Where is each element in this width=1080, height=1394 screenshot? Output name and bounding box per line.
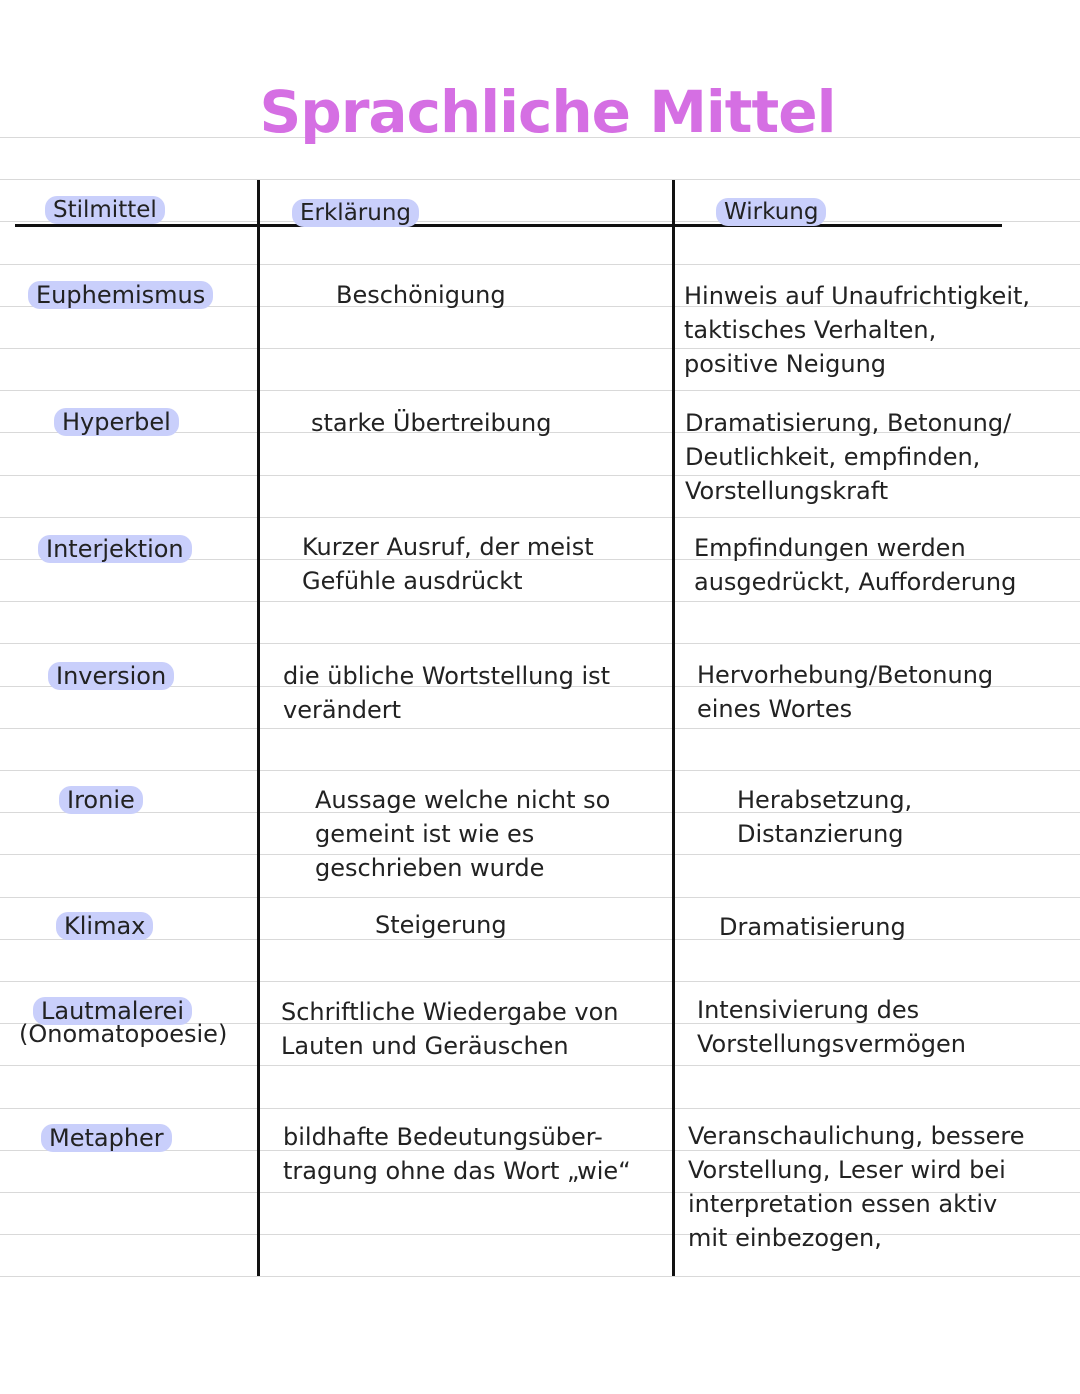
term-lautmalerei-subtitle: (Onomatopoesie) bbox=[19, 1020, 228, 1048]
erklaerung-interjektion: Kurzer Ausruf, der meist Gefühle ausdrückt bbox=[302, 533, 594, 595]
ruled-line bbox=[0, 981, 1080, 982]
wirkung-metapher: Veranschaulichung, bessere Vorstellung, Leser wird bei interpretation essen aktiv mit einbezogen, bbox=[688, 1122, 1025, 1252]
column-divider-1 bbox=[257, 180, 260, 1276]
erklaerung-klimax: Steigerung bbox=[375, 911, 507, 939]
ruled-line bbox=[0, 897, 1080, 898]
wirkung-ironie: Herabsetzung, Distanzierung bbox=[737, 786, 913, 848]
wirkung-hyperbel: Dramatisierung, Betonung/ Deutlichkeit, empfinden, Vorstellungskraft bbox=[685, 409, 1012, 505]
term-hyperbel: Hyperbel bbox=[54, 408, 179, 436]
ruled-line bbox=[0, 390, 1080, 391]
header-erklaerung: Erklärung bbox=[292, 199, 419, 227]
ruled-line bbox=[0, 770, 1080, 771]
ruled-line bbox=[0, 1276, 1080, 1277]
erklaerung-metapher: bildhafte Bedeutungsüber- tragung ohne das Wort „wie“ bbox=[283, 1123, 631, 1185]
ruled-line bbox=[0, 1108, 1080, 1109]
header-underline bbox=[15, 224, 1002, 227]
term-inversion: Inversion bbox=[48, 662, 174, 690]
page-title: Sprachliche Mittel bbox=[259, 78, 836, 146]
term-euphemismus: Euphemismus bbox=[28, 281, 213, 309]
ruled-line bbox=[0, 643, 1080, 644]
ruled-line bbox=[0, 517, 1080, 518]
ruled-line bbox=[0, 221, 1080, 222]
erklaerung-euphemismus: Beschönigung bbox=[336, 281, 506, 309]
wirkung-interjektion: Empfindungen werden ausgedrückt, Aufforderung bbox=[694, 534, 1017, 596]
term-metapher: Metapher bbox=[41, 1124, 172, 1152]
term-interjektion: Interjektion bbox=[38, 535, 192, 563]
wirkung-klimax: Dramatisierung bbox=[719, 913, 906, 941]
ruled-line bbox=[0, 264, 1080, 265]
ruled-line bbox=[0, 601, 1080, 602]
wirkung-lautmalerei: Intensivierung des Vorstellungsvermögen bbox=[697, 996, 966, 1058]
erklaerung-lautmalerei: Schriftliche Wiedergabe von Lauten und Geräuschen bbox=[281, 998, 619, 1060]
term-klimax: Klimax bbox=[56, 912, 153, 940]
ruled-line bbox=[0, 939, 1080, 940]
column-divider-2 bbox=[672, 180, 675, 1276]
ruled-line bbox=[0, 1065, 1080, 1066]
term-lautmalerei: Lautmalerei bbox=[33, 997, 192, 1025]
header-wirkung: Wirkung bbox=[716, 198, 826, 226]
erklaerung-ironie: Aussage welche nicht so gemeint ist wie es geschrieben wurde bbox=[315, 786, 611, 882]
term-ironie: Ironie bbox=[59, 786, 143, 814]
ruled-line bbox=[0, 179, 1080, 180]
erklaerung-hyperbel: starke Übertreibung bbox=[311, 409, 552, 437]
ruled-line bbox=[0, 728, 1080, 729]
wirkung-euphemismus: Hinweis auf Unaufrichtigkeit, taktisches Verhalten, positive Neigung bbox=[684, 282, 1031, 378]
header-stilmittel: Stilmittel bbox=[45, 196, 165, 224]
wirkung-inversion: Hervorhebung/Betonung eines Wortes bbox=[697, 661, 994, 723]
erklaerung-inversion: die übliche Wortstellung ist verändert bbox=[283, 662, 611, 724]
